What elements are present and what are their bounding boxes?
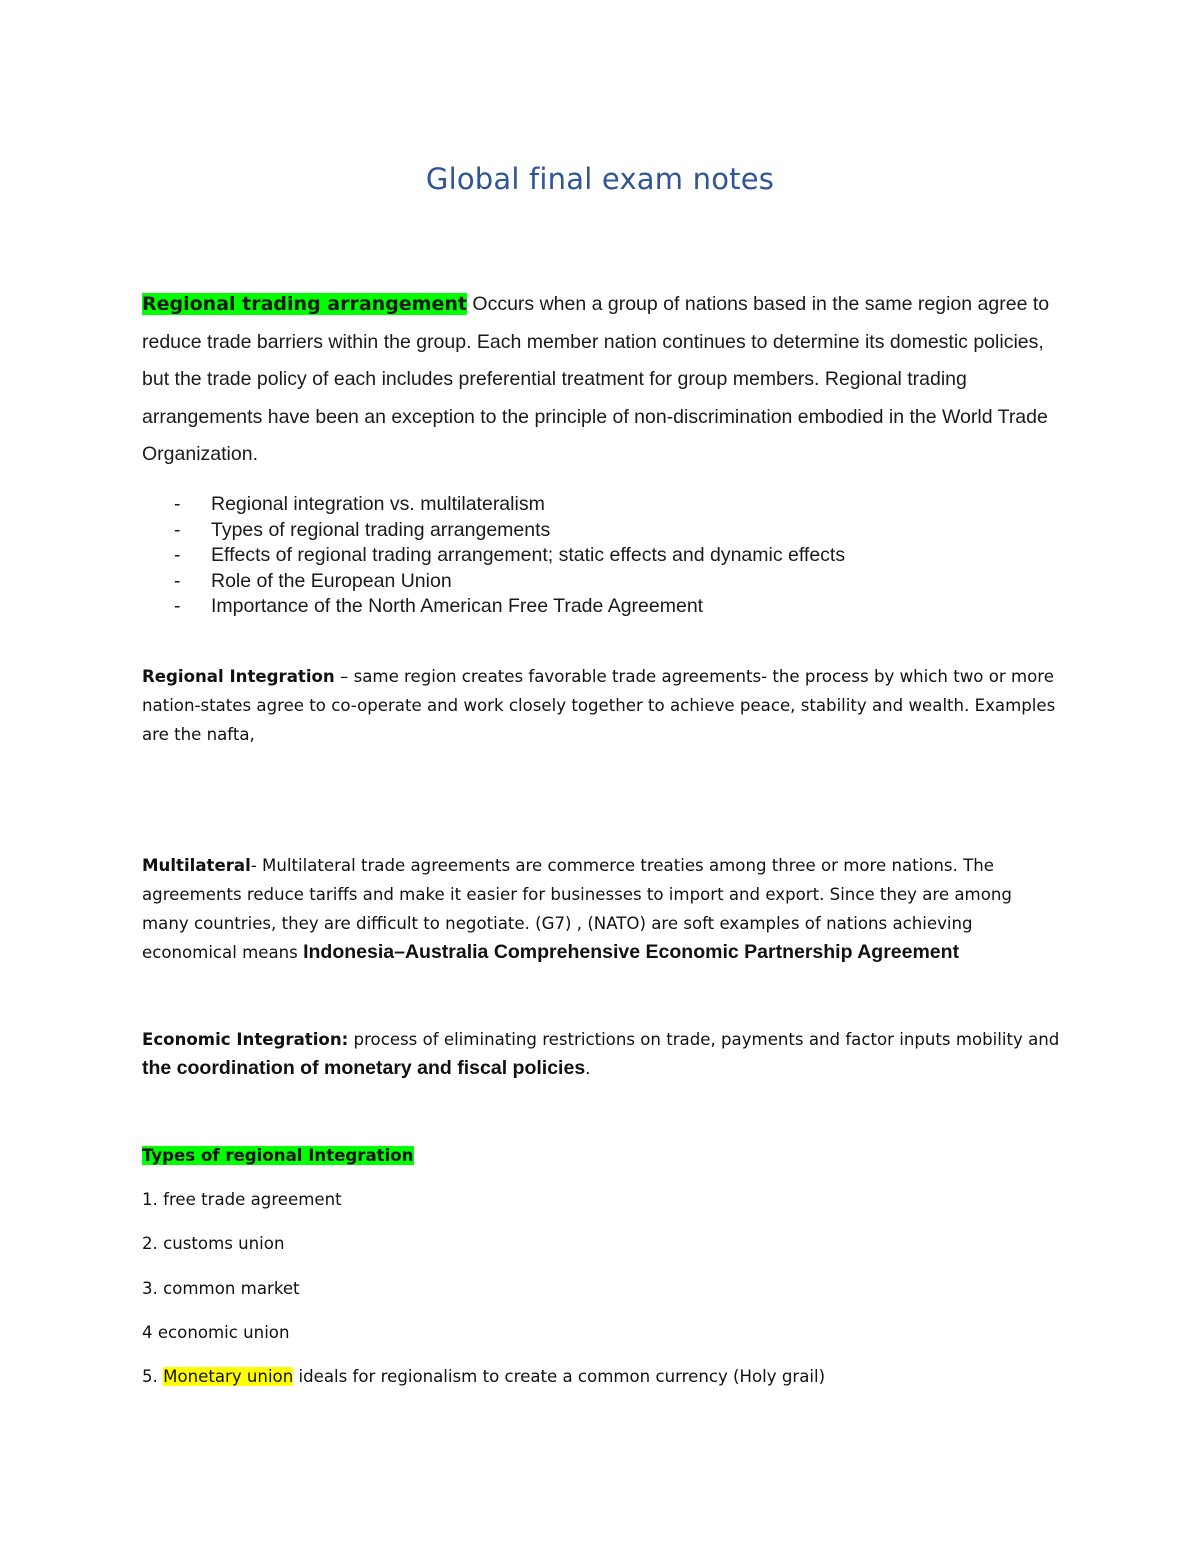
regional-trading-paragraph xyxy=(142,286,1062,474)
multilateral-example: Indonesia–Australia Comprehensive Economic Partnership Agreement xyxy=(303,941,960,963)
list-item: 1. free trade agreement xyxy=(142,1190,342,1209)
list-item: - Effects of regional trading arrangement; static effects and dynamic effects xyxy=(174,543,845,569)
list-item: - Types of regional trading arrangements xyxy=(174,518,845,544)
list-item: 4 economic union xyxy=(142,1323,290,1342)
topics-list xyxy=(174,492,845,620)
list-item: 3. common market xyxy=(142,1279,300,1298)
page-title: Global final exam notes xyxy=(425,162,775,196)
bullet-dash: - xyxy=(174,595,181,617)
multilateral-term: Multilateral xyxy=(142,856,251,875)
list-item: - Role of the European Union xyxy=(174,569,845,595)
multilateral-paragraph: Multilateral- Multilateral trade agreements are commerce treaties among three or more nations. The agreements reduce tariffs and make it easier for businesses to import and export. Since they are among many countries, they are difficult to negotiate. (G7) , (NATO) are soft examples of nations achieving economical means Indonesia–Australia Comprehensive Economic Partnership Agreement xyxy=(142,856,1012,963)
list-item: 2. customs union xyxy=(142,1234,285,1253)
regional-trading-definition: Occurs when a group of nations based in the same region agree to reduce trade barriers within the group. Each member nation continues to determine its domestic policies, but the trade policy of each includes preferential treatment for group members. Regional trading arrangements have been an exception to the principle of non-discrimination embodied in the World Trade Organization. xyxy=(142,293,1050,465)
regional-trading-term: Regional trading arrangement xyxy=(142,293,467,315)
bullet-dash: - xyxy=(174,493,181,515)
regional-integration-term: Regional Integration xyxy=(142,667,335,686)
list-item: - Regional integration vs. multilateralism xyxy=(174,492,845,518)
monetary-union-highlight: Monetary union xyxy=(163,1367,294,1386)
bullet-dash: - xyxy=(174,569,181,592)
list-item: 5. Monetary union ideals for regionalism to create a common currency (Holy grail) xyxy=(142,1367,826,1386)
list-item: - Importance of the North American Free Trade Agreement xyxy=(174,594,845,620)
economic-integration-paragraph: Economic Integration: process of eliminating restrictions on trade, payments and factor inputs mobility and the coordination of monetary and fiscal policies. xyxy=(142,1030,1060,1079)
bullet-dash: - xyxy=(174,518,181,541)
types-heading: Types of regional Integration xyxy=(142,1146,414,1165)
economic-integration-term: Economic Integration: xyxy=(142,1030,349,1049)
regional-integration-paragraph: Regional Integration – same region creates favorable trade agreements- the process by which two or more nation-states agree to co-operate and work closely together to achieve peace, stability and wealth. Examples are the nafta, xyxy=(142,667,1056,744)
economic-integration-emphasis: the coordination of monetary and fiscal policies xyxy=(142,1057,586,1079)
bullet-dash: - xyxy=(174,544,181,566)
